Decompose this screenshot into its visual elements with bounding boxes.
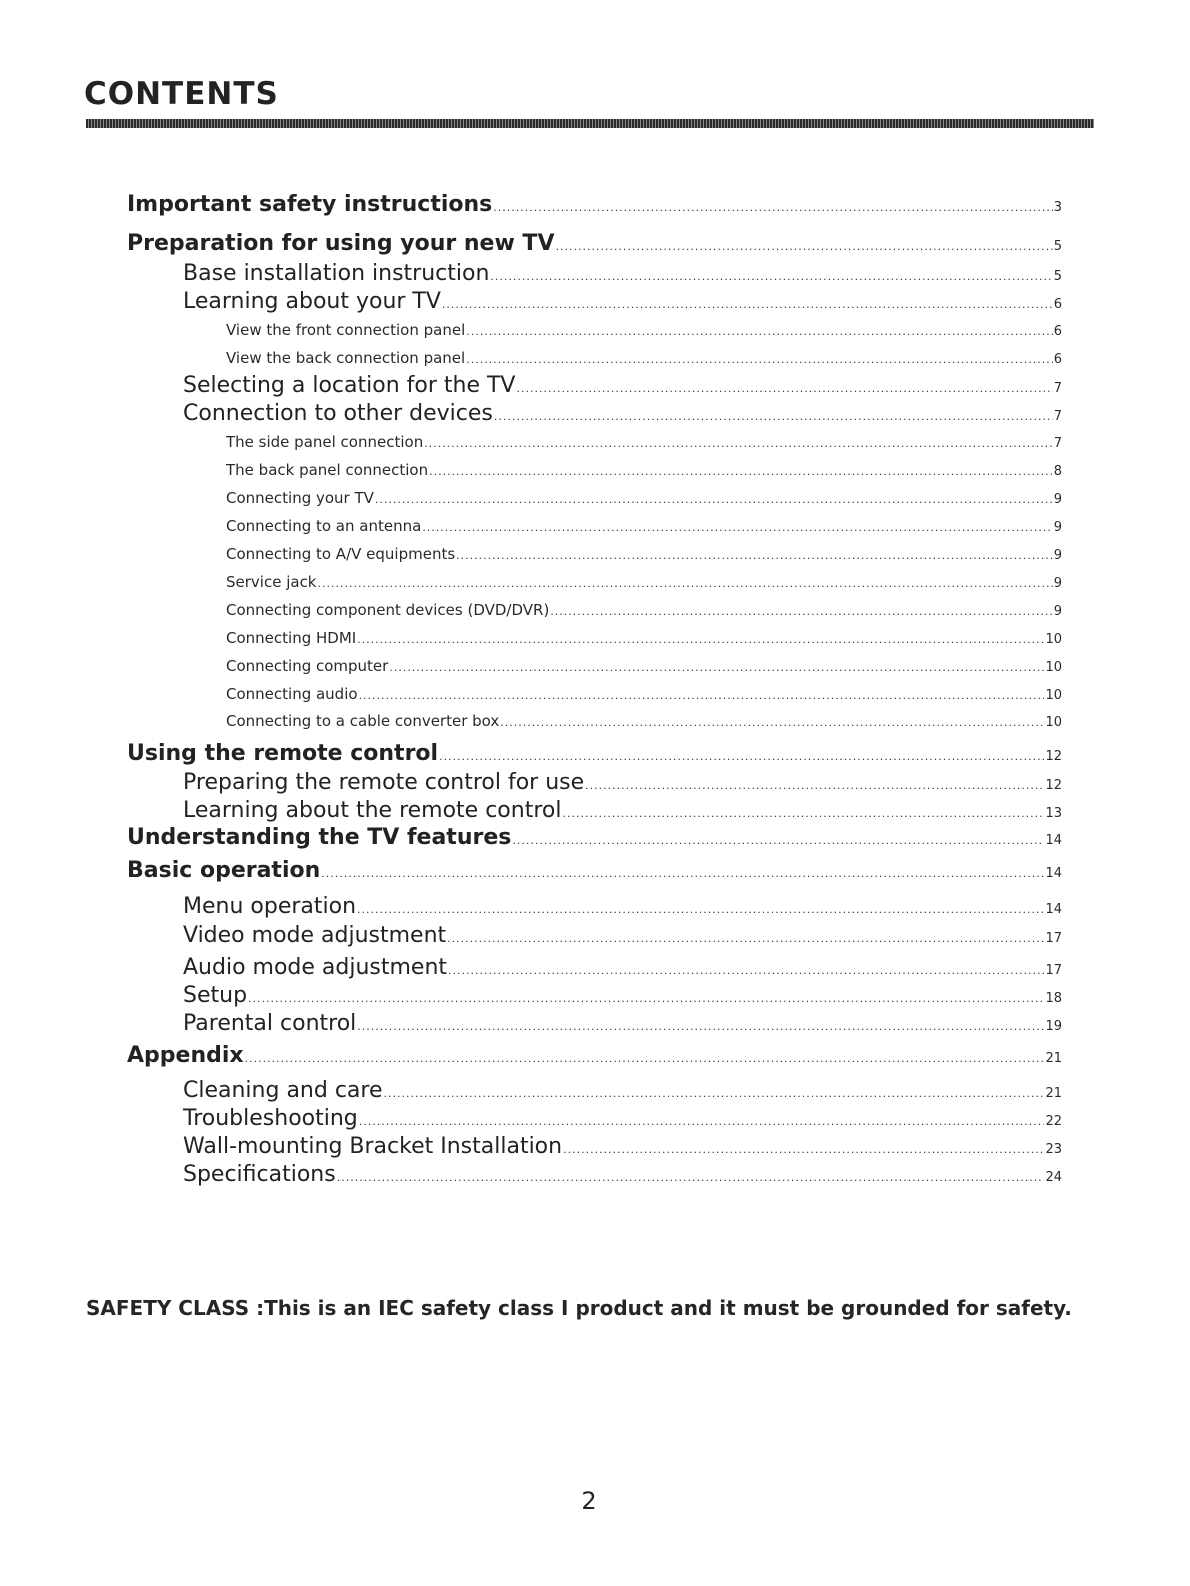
toc-entry-troubleshooting[interactable] xyxy=(183,1106,1062,1131)
dot-leader xyxy=(490,270,1052,283)
dot-leader xyxy=(357,903,1044,916)
dot-leader xyxy=(456,549,1053,562)
toc-entry-page: 3 xyxy=(1053,200,1062,215)
toc-entry-label: Important safety instructions xyxy=(127,192,493,217)
toc-entry-label: Learning about the remote control xyxy=(183,798,562,823)
toc-entry-label: Connecting to a cable converter box xyxy=(226,712,500,730)
toc-entry-setup[interactable] xyxy=(183,983,1062,1008)
toc-entry-label: The back panel connection xyxy=(226,461,429,479)
toc-entry-cable-converter-box[interactable] xyxy=(226,712,1062,730)
toc-entry-page: 21 xyxy=(1045,1086,1062,1101)
toc-entry-label: Connecting to A/V equipments xyxy=(226,545,456,563)
toc-entry-label: Connecting to an antenna xyxy=(226,517,422,535)
toc-entry-connecting-av-equipments[interactable] xyxy=(226,545,1062,563)
toc-entry-page: 17 xyxy=(1045,963,1062,978)
dot-leader xyxy=(359,689,1045,702)
toc-entry-label: Connecting audio xyxy=(226,685,358,703)
toc-entry-page: 9 xyxy=(1053,492,1062,507)
toc-entry-page: 5 xyxy=(1053,269,1062,284)
toc-entry-page: 8 xyxy=(1053,464,1062,479)
toc-entry-label: Cleaning and care xyxy=(183,1078,383,1103)
dot-leader xyxy=(389,661,1044,674)
toc-entry-page: 9 xyxy=(1053,604,1062,619)
toc-entry-label: Base installation instruction xyxy=(183,261,490,286)
toc-entry-back-panel-connection[interactable] xyxy=(226,461,1062,479)
toc-entry-connecting-audio[interactable] xyxy=(226,685,1062,703)
toc-entry-connecting-hdmi[interactable] xyxy=(226,629,1062,647)
toc-entry-page: 12 xyxy=(1045,778,1062,793)
toc-entry-learning-remote[interactable] xyxy=(183,798,1062,823)
toc-entry-cleaning-and-care[interactable] xyxy=(183,1078,1062,1103)
toc-entry-label: Understanding the TV features xyxy=(127,825,512,850)
dot-leader xyxy=(357,633,1044,646)
toc-entry-label: The side panel connection xyxy=(226,433,424,451)
toc-entry-understanding-tv-features[interactable] xyxy=(127,825,1062,850)
toc-entry-label: Connecting component devices (DVD/DVR) xyxy=(226,601,550,619)
toc-entry-page: 10 xyxy=(1045,660,1062,675)
dot-leader xyxy=(550,605,1052,618)
toc-entry-page: 6 xyxy=(1053,297,1062,312)
toc-entry-label: View the back connection panel xyxy=(226,349,466,367)
dot-leader xyxy=(493,201,1052,214)
toc-entry-connecting-your-tv[interactable] xyxy=(226,489,1062,507)
dot-leader xyxy=(442,298,1053,311)
toc-entry-audio-mode[interactable] xyxy=(183,955,1062,980)
toc-entry-connecting-computer[interactable] xyxy=(226,657,1062,675)
toc-entry-basic-operation[interactable] xyxy=(127,858,1062,883)
toc-entry-page: 12 xyxy=(1045,749,1062,764)
toc-entry-label: Wall-mounting Bracket Installation xyxy=(183,1134,563,1159)
toc-entry-label: Connecting computer xyxy=(226,657,389,675)
toc-entry-preparing-remote[interactable] xyxy=(183,770,1062,795)
page-title: CONTENTS xyxy=(84,76,279,112)
dot-leader xyxy=(562,807,1044,820)
dot-leader xyxy=(516,382,1052,395)
toc-entry-label: Preparing the remote control for use xyxy=(183,770,585,795)
dot-leader xyxy=(337,1171,1045,1184)
toc-entry-base-installation[interactable] xyxy=(183,261,1062,286)
toc-entry-label: Selecting a location for the TV xyxy=(183,373,516,398)
toc-entry-video-mode[interactable] xyxy=(183,923,1062,948)
dot-leader xyxy=(245,1052,1045,1065)
dot-leader xyxy=(512,834,1044,847)
toc-entry-page: 21 xyxy=(1045,1051,1062,1066)
toc-entry-page: 9 xyxy=(1053,548,1062,563)
toc-entry-front-connection-panel[interactable] xyxy=(226,321,1062,339)
dot-leader xyxy=(563,1143,1044,1156)
toc-entry-page: 7 xyxy=(1053,409,1062,424)
toc-entry-selecting-location[interactable] xyxy=(183,373,1062,398)
toc-entry-menu-operation[interactable] xyxy=(183,894,1062,919)
toc-entry-service-jack[interactable] xyxy=(226,573,1062,591)
toc-entry-important-safety-instructions[interactable] xyxy=(127,192,1062,217)
toc-entry-page: 14 xyxy=(1045,866,1062,881)
dot-leader xyxy=(439,750,1044,763)
toc-entry-page: 10 xyxy=(1045,715,1062,730)
dot-leader xyxy=(318,577,1053,590)
dot-leader xyxy=(359,1115,1045,1128)
toc-entry-label: Preparation for using your new TV xyxy=(127,231,555,256)
dot-leader xyxy=(500,716,1044,729)
toc-entry-page: 6 xyxy=(1053,352,1062,367)
toc-entry-label: Specifications xyxy=(183,1162,336,1187)
toc-entry-page: 14 xyxy=(1045,833,1062,848)
dot-leader xyxy=(466,353,1053,366)
dot-leader xyxy=(448,964,1044,977)
toc-entry-page: 24 xyxy=(1045,1170,1062,1185)
toc-entry-label: Service jack xyxy=(226,573,317,591)
toc-entry-page: 17 xyxy=(1045,931,1062,946)
toc-entry-label: Using the remote control xyxy=(127,741,439,766)
dot-leader xyxy=(429,465,1053,478)
safety-class-note: SAFETY CLASS :This is an IEC safety class I product and it must be grounded for safety. xyxy=(86,1296,1072,1320)
toc-entry-label: Audio mode adjustment xyxy=(183,955,448,980)
dot-leader xyxy=(422,521,1052,534)
toc-entry-label: View the front connection panel xyxy=(226,321,466,339)
toc-entry-back-connection-panel[interactable] xyxy=(226,349,1062,367)
toc-entry-label: Troubleshooting xyxy=(183,1106,358,1131)
toc-entry-page: 19 xyxy=(1045,1019,1062,1034)
toc-entry-label: Menu operation xyxy=(183,894,357,919)
toc-entry-specifications[interactable] xyxy=(183,1162,1062,1187)
toc-entry-label: Video mode adjustment xyxy=(183,923,447,948)
toc-entry-page: 18 xyxy=(1045,991,1062,1006)
toc-entry-page: 9 xyxy=(1053,576,1062,591)
dot-leader xyxy=(494,410,1053,423)
toc-entry-page: 10 xyxy=(1045,688,1062,703)
page-number: 2 xyxy=(581,1487,597,1515)
toc-entry-page: 7 xyxy=(1053,381,1062,396)
toc-entry-connecting-component-devices[interactable] xyxy=(226,601,1062,619)
toc-entry-page: 10 xyxy=(1045,632,1062,647)
toc-entry-page: 7 xyxy=(1053,436,1062,451)
toc-entry-using-remote-control[interactable] xyxy=(127,741,1062,766)
toc-entry-side-panel-connection[interactable] xyxy=(226,433,1062,451)
toc-entry-parental-control[interactable] xyxy=(183,1011,1062,1036)
toc-entry-page: 5 xyxy=(1053,239,1062,254)
toc-entry-preparation[interactable] xyxy=(127,231,1062,256)
toc-entry-label: Connection to other devices xyxy=(183,401,493,426)
dot-leader xyxy=(466,325,1052,338)
toc-entry-connection-other-devices[interactable] xyxy=(183,401,1062,426)
dot-leader xyxy=(585,779,1044,792)
dot-leader xyxy=(375,493,1053,506)
toc-entry-label: Appendix xyxy=(127,1043,244,1068)
toc-entry-label: Parental control xyxy=(183,1011,357,1036)
toc-entry-label: Setup xyxy=(183,983,248,1008)
dot-leader xyxy=(248,992,1044,1005)
toc-entry-label: Connecting HDMI xyxy=(226,629,357,647)
toc-entry-page: 9 xyxy=(1053,520,1062,535)
toc-entry-page: 13 xyxy=(1045,806,1062,821)
toc-entry-connecting-antenna[interactable] xyxy=(226,517,1062,535)
toc-entry-label: Learning about your TV xyxy=(183,289,441,314)
toc-entry-page: 6 xyxy=(1053,324,1062,339)
dot-leader xyxy=(447,932,1044,945)
toc-entry-label: Connecting your TV xyxy=(226,489,374,507)
toc-entry-wall-mounting-bracket[interactable] xyxy=(183,1134,1062,1159)
toc-entry-page: 14 xyxy=(1045,902,1062,917)
toc-entry-learning-about-tv[interactable] xyxy=(183,289,1062,314)
dot-leader xyxy=(357,1020,1044,1033)
toc-entry-page: 23 xyxy=(1045,1142,1062,1157)
dot-leader xyxy=(424,437,1053,450)
dot-leader xyxy=(321,867,1044,880)
toc-entry-label: Basic operation xyxy=(127,858,321,883)
dot-leader xyxy=(555,240,1052,253)
toc-entry-page: 22 xyxy=(1045,1114,1062,1129)
toc-entry-appendix[interactable] xyxy=(127,1043,1062,1068)
dot-leader xyxy=(384,1087,1045,1100)
